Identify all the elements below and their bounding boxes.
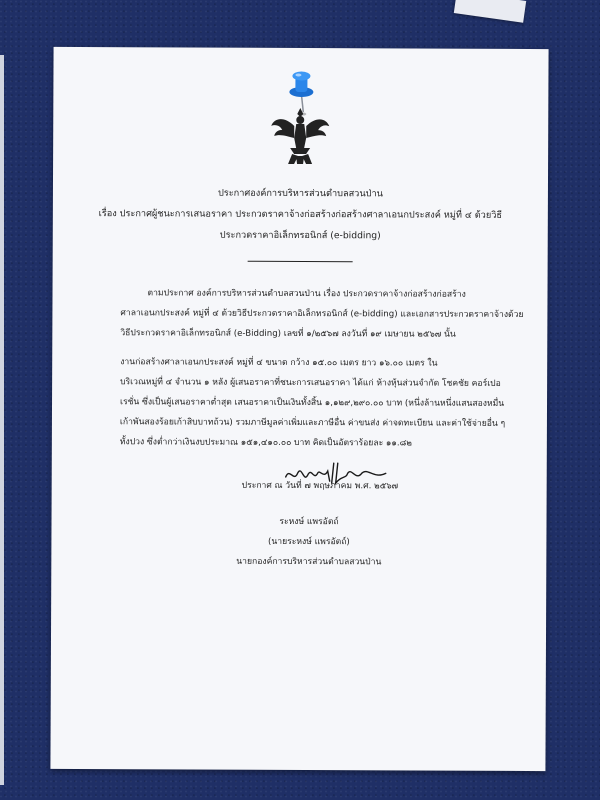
title-divider — [248, 261, 353, 262]
handwritten-signature — [282, 453, 392, 493]
paragraph-1-line-1: ตามประกาศ องค์การบริหารส่วนตำบลสวนป่าน เรื่อง ประกวดราคาจ้างก่อสร้างก่อสร้าง — [147, 288, 466, 300]
announcement-title: ประกาศองค์การบริหารส่วนตำบลสวนป่าน — [217, 187, 383, 200]
signatory-name: ระหงษ์ แพรอัตถ์ — [279, 516, 339, 528]
announcement-date: ประกาศ ณ วันที่ ๗ พฤษภาคม พ.ศ. ๒๕๖๗ — [241, 480, 399, 492]
announcement-subject-line-1: เรื่อง ประกาศผู้ชนะการเสนอราคา ประกวดราคาจ้างก่อสร้างก่อสร้างศาลาเอนกประสงค์ หมู่ที่ ๔ ด้วยวิธี — [98, 208, 503, 221]
paragraph-2-line-1: งานก่อสร้างศาลาเอนกประสงค์ หมู่ที่ ๔ ขนาด กว้าง ๑๕.๐๐ เมตร ยาว ๑๖.๐๐ เมตร ใน — [120, 357, 438, 369]
paragraph-2-line-3: เรชั่น ซึ่งเป็นผู้เสนอราคาต่ำสุด เสนอราคาเป็นเงินทั้งสิ้น ๑,๑๒๙,๒๙๐.๐๐ บาท (หนึ่งล้านหนึ่งแสนสองหมื่น — [120, 397, 505, 409]
paragraph-1-line-3: วิธีประกวดราคาอิเล็กทรอนิกส์ (e-Bidding) เลขที่ ๑/๒๕๖๗ ลงวันที่ ๑๙ เมษายน ๒๕๖๗ นั้น — [120, 328, 456, 340]
announcement-subject-line-2: ประกวดราคาอิเล็กทรอนิกส์ (e-bidding) — [219, 229, 381, 242]
announcement-document — [50, 47, 548, 771]
paragraph-1-line-2: ศาลาเอนกประสงค์ หมู่ที่ ๔ ด้วยวิธีประกวดราคาอิเล็กทรอนิกส์ (e-bidding) และเอกสารประกวดราคาจ้างด้วย — [120, 308, 524, 320]
adjacent-paper-corner — [454, 0, 526, 23]
paragraph-2-line-4: เก้าพันสองร้อยเก้าสิบบาทถ้วน) รวมภาษีมูลค่าเพิ่มและภาษีอื่น ค่าขนส่ง ค่าจดทะเบียน และค่าใช้จ่ายอื่น ๆ — [119, 417, 506, 429]
garuda-emblem-icon — [268, 106, 332, 168]
paragraph-2-line-5: ทั้งปวง ซึ่งต่ำกว่าเงินงบประมาณ ๑๕๑,๔๑๐.๐๐ บาท คิดเป็นอัตราร้อยละ ๑๑.๘๒ — [119, 437, 412, 449]
signatory-full-name: (นายระหงษ์ แพรอัตถ์) — [268, 536, 350, 548]
signatory-position: นายกองค์การบริหารส่วนตำบลสวนป่าน — [236, 556, 382, 568]
adjacent-paper-sheet — [0, 55, 4, 785]
paragraph-2-line-2: บริเวณหมู่ที่ ๔ จำนวน ๑ หลัง ผู้เสนอราคาที่ชนะการเสนอราคา ได้แก่ ห้างหุ้นส่วนจำกัด โชคชัย คอร์เปอ — [120, 377, 501, 389]
